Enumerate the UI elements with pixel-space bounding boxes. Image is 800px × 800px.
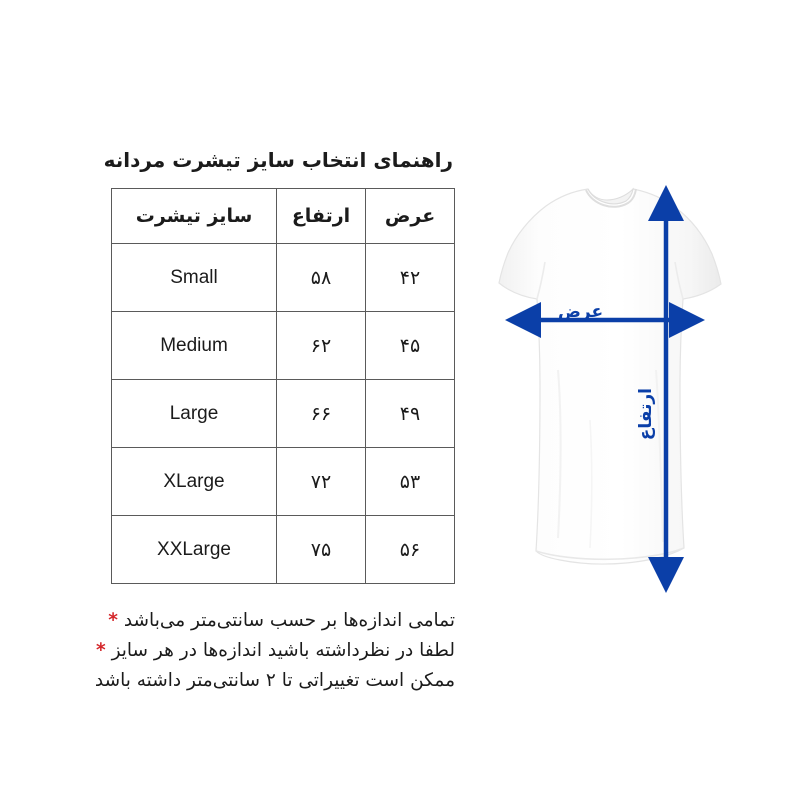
note-text: تمامی اندازه‌ها بر حسب سانتی‌متر می‌باشد [123, 610, 455, 631]
cell-height: ۷۵ [277, 516, 366, 584]
tshirt-illustration [440, 170, 770, 600]
size-guide-left-column [55, 148, 455, 696]
height-dimension-label: ارتفاع [636, 388, 656, 441]
table-row [112, 312, 455, 380]
cell-size: Large [112, 380, 277, 448]
asterisk-icon: * [95, 639, 106, 661]
tshirt-drawing [440, 170, 770, 600]
size-table-header [112, 189, 455, 244]
cell-width: ۴۵ [366, 312, 455, 380]
note-text: لطفا در نظرداشته باشید اندازه‌ها در هر سایز [111, 639, 455, 661]
header-size: سایز تیشرت [112, 189, 277, 244]
notes-block [55, 606, 455, 696]
cell-width: ۵۶ [366, 516, 455, 584]
note-line [55, 666, 455, 696]
cell-size: XLarge [112, 448, 277, 516]
width-dimension-label: عرض [558, 302, 604, 322]
note-line [55, 636, 455, 666]
cell-height: ۷۲ [277, 448, 366, 516]
table-row [112, 516, 455, 584]
cell-width: ۵۳ [366, 448, 455, 516]
cell-size: XXLarge [112, 516, 277, 584]
header-height: ارتفاع [277, 189, 366, 244]
cell-width: ۴۹ [366, 380, 455, 448]
asterisk-icon: * [108, 610, 118, 631]
note-line [55, 606, 455, 636]
size-table [111, 188, 455, 584]
cell-height: ۶۲ [277, 312, 366, 380]
shirt-body [499, 189, 721, 564]
cell-height: ۵۸ [277, 244, 366, 312]
cell-height: ۶۶ [277, 380, 366, 448]
cell-size: Medium [112, 312, 277, 380]
cell-width: ۴۲ [366, 244, 455, 312]
size-table-body [112, 244, 455, 584]
page-title: راهنمای انتخاب سایز تیشرت مردانه [103, 148, 453, 172]
cell-size: Small [112, 244, 277, 312]
table-row [112, 448, 455, 516]
table-row [112, 380, 455, 448]
header-width: عرض [366, 189, 455, 244]
table-row [112, 244, 455, 312]
table-header-row [112, 189, 455, 244]
note-text: ممکن است تغییراتی تا ۲ سانتی‌متر داشته باشد [94, 669, 455, 691]
